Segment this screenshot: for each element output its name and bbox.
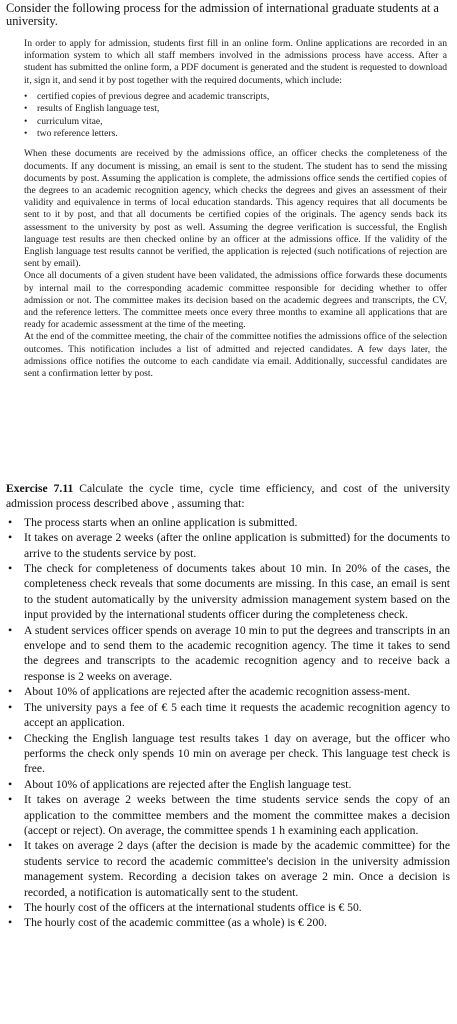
list-item: • The process starts when an online application is submitted. [24,515,450,530]
description-paragraph-4: At the end of the committee meeting, the chair of the committee notifies the admissions office of the selection outcomes. This notification includes a list of admitted and rejected candidates. A few days later, the admissions office notifies the outcome to each candidate via email. Additionally, successful candidates are sent a confirmation letter by post. [24,331,447,380]
description-paragraph-1: In order to apply for admission, students first fill in an online form. Online applications are recorded in an information system to which all staff members involved in the admissions process have access. After a student has submitted the online form, a PDF document is generated and the student is requested to download it, sign it, and send it by post together with the required documents, which include: [24,38,447,86]
list-item: • The hourly cost of the officers at the international students office is € 50. [24,900,450,915]
exercise-label: Exercise 7.11 [6,482,74,495]
list-item: • two reference letters. [37,128,447,140]
exercise-question: Calculate the cycle time, cycle time efficiency, and cost of the university admission process described above , assuming that: [6,482,451,511]
list-item: • About 10% of applications are rejected after the academic recognition assess-ment. [24,684,450,699]
list-item: • results of English language test, [37,103,447,115]
exercise-heading [6,481,450,512]
list-item: • It takes on average 2 days (after the decision is made by the academic committee) for the students service to record the academic committee's decision in the university admission management system. Recording a decision takes on average 2 min. Once a decision is recorded, a notification is automatically sent to the student. [24,838,450,900]
assumptions-list [6,515,450,931]
list-item: • About 10% of applications are rejected after the English language test. [24,777,450,792]
list-item: • curriculum vitae, [37,116,447,128]
list-item: • Checking the English language test results takes 1 day on average, but the officer who performs the check only spends 10 min on average per check. This language test check is free. [24,731,450,777]
process-description [24,38,447,380]
intro-text: Consider the following process for the admission of international graduate students at a university. [6,1,439,28]
description-paragraph-2: When these documents are received by the admissions office, an officer checks the completeness of the documents. If any document is missing, an email is sent to the student. The student has to send the missing documents by post. Assuming the application is complete, the admissions office sends the certified copies of the degrees to an academic recognition agency, which checks the degrees and gives an assessment of their validity and equivalence in terms of local education standards. This agency requires that all documents be sent to it by post, and that all documents be certified copies of the originals. The agency sends back its assessment to the university by post as well. Assuming the degree verification is successful, the English language test results are then checked online by an officer at the admissions office. If the validity of the English language test results cannot be verified, the application is rejected (such notifications of rejection are sent by email). [24,148,447,270]
required-documents-list [24,91,447,141]
list-item: • The university pays a fee of € 5 each time it requests the academic recognition agency to accept an application. [24,700,450,731]
list-item: • The hourly cost of the academic committee (as a whole) is € 200. [24,915,450,930]
list-item: • The check for completeness of documents takes about 10 min. In 20% of the cases, the completeness check reveals that some documents are missing. In this case, an email is sent to the student automatically by the university admission management system based on the input provided by the international students officer during the completeness check. [24,561,450,623]
list-item: • A student services officer spends on average 10 min to put the degrees and transcripts in an envelope and to send them to the academic recognition agency. The time it takes to send the degrees and transcripts to the academic recognition agency and to receive back a response is 2 weeks on average. [24,623,450,685]
list-item: • certified copies of previous degree and academic transcripts, [37,91,447,103]
list-item: • It takes on average 2 weeks between the time students service sends the copy of an application to the committee members and the moment the committee makes a decision (accept or reject). On average, the committee spends 1 h examining each application. [24,792,450,838]
exercise-section [6,481,450,931]
description-paragraph-3: Once all documents of a given student have been validated, the admissions office forwards these documents by internal mail to the corresponding academic committee responsible for deciding whether to offer admission or not. The committee makes its decision based on the academic degrees and transcripts, the CV, and the reference letters. The committee meets once every three months to examine all applications that are ready for academic assessment at the time of the meeting. [24,270,447,331]
list-item: • It takes on average 2 weeks (after the online application is submitted) for the documents to arrive to the students service by post. [24,530,450,561]
